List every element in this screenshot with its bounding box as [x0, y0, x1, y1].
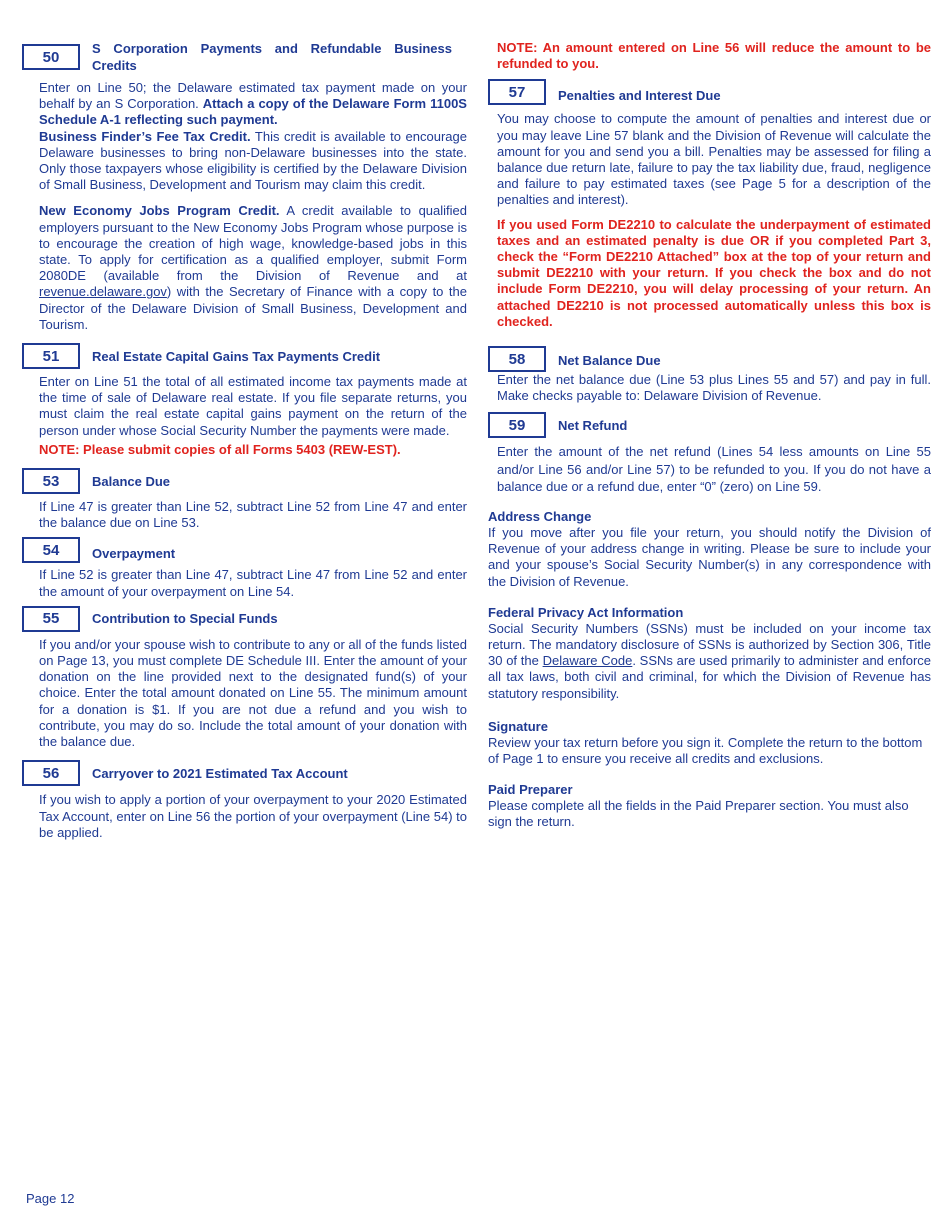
line-number-box: 50: [22, 44, 80, 70]
section-title: Net Balance Due: [558, 353, 661, 369]
text: This credit is available to encourage Delaware businesses to bring non-Delaware businesses into the state. Only those taxpayers whose eligibility is certified by the Delaware Division of Small Business, Development and Tourism may claim this credit.: [39, 128, 467, 193]
warning-text: If you used Form DE2210 to calculate the underpayment of estimated taxes and an estimated penalty is due OR if you completed Part 3, check the “Form DE2210 Attached” box at the top of your return and submit DE2210 with your return. If you check the box and do not include Form DE2210, you will delay processing of your return. An attached DE2210 is not processed automatically unless this box is checked.: [497, 216, 931, 329]
text: . SSNs are used primarily to administer and enforce all tax laws, both civil and criminal, for which the Division of Revenue has statutory responsibility.: [488, 653, 932, 701]
section-title: Carryover to 2021 Estimated Tax Account: [92, 765, 348, 781]
line-number-box: 57: [488, 79, 546, 105]
paragraph: You may choose to compute the amount of penalties and interest due or you may leave Line 57 blank and the Division of Revenue will calculate the amount for you and send you a bill. Penalties may be assessed for filing a balance due return late, failure to pay the tax liability due, fraud, negligence and failure to pay estimated taxes (see Page 5 for a description of the penalties and interest).: [497, 111, 931, 208]
page-number: Page 12: [26, 1191, 75, 1206]
line-59-section: [488, 412, 931, 496]
section-title: Paid Preparer: [488, 782, 573, 798]
line-54-section: [22, 537, 467, 599]
revenue-link[interactable]: revenue.delaware.gov: [39, 284, 167, 300]
text: ) with the Secretary of Finance with a copy to the Director of the Delaware Division of Small Business, Development and Tourism.: [39, 284, 467, 332]
paragraph: [22, 80, 467, 129]
paragraph: If Line 52 is greater than Line 47, subtract Line 47 from Line 52 and enter the amount of your overpayment on Line 54.: [39, 567, 467, 599]
section-title: Real Estate Capital Gains Tax Payments Credit: [92, 348, 381, 364]
privacy-section: [488, 604, 931, 702]
bold-text: New Economy Jobs Program Credit.: [39, 203, 280, 219]
paragraph: Review your tax return before you sign it. Complete the return to the bottom of Page 1 to ensure you receive all credits and exclusions.: [488, 734, 923, 766]
left-column: [22, 40, 467, 841]
paragraph: [22, 129, 467, 194]
line-56-section: [22, 760, 467, 841]
line-51-section: [22, 343, 467, 458]
bold-text: Business Finder’s Fee Tax Credit.: [39, 128, 251, 144]
paragraph: If you and/or your spouse wish to contribute to any or all of the funds listed on Page 13, you must complete DE Schedule III. Enter the amount of your donation on the line provided next to the designated fund(s) of your choice. Enter the total amount donated on Line 55. The minimum amount for a donation is $1. If you are not due a refund and you wish to contribute, you may do so. Include the total amount of your donation with the balance due.: [39, 636, 467, 750]
section-title: Address Change: [488, 508, 592, 524]
section-title: Balance Due: [92, 473, 171, 489]
bold-text: Attach a copy of the Delaware Form 1100S Schedule A-1 reflecting such payment.: [39, 96, 467, 128]
line-53-section: [22, 468, 467, 531]
paragraph: Enter the net balance due (Line 53 plus Lines 55 and 57) and pay in full. Make checks payable to: Delaware Division of Revenue.: [497, 372, 931, 404]
paragraph: Please complete all the fields in the Paid Preparer section. You must also sign the return.: [488, 798, 909, 830]
right-column: [488, 40, 931, 831]
paragraph: [488, 621, 931, 702]
paragraph: [22, 203, 467, 333]
line-number-box: 55: [22, 606, 80, 632]
section-title: Penalties and Interest Due: [558, 88, 721, 104]
paragraph: Enter on Line 51 the total of all estimated income tax payments made at the time of sale of Delaware real estate. If you file separate returns, you must claim the real estate capital gains payment on the return of the person under whose Social Security Number the payments were made.: [39, 374, 467, 438]
section-title: S Corporation Payments and Refundable Business Credits: [92, 41, 452, 73]
section-title: Federal Privacy Act Information: [488, 604, 684, 620]
section-title: Overpayment: [92, 546, 176, 562]
text: Social Security Numbers (SSNs) must be included on your income tax return. The mandatory disclosure of SSNs is authorized by Section 306, Title 30 of the: [488, 620, 931, 669]
paragraph: Enter the amount of the net refund (Lines 54 less amounts on Line 55 and/or Line 56 and/or Line 57) to be refunded to you. If you do not have a balance due or a refund due, enter “0” (zero) on Line 59.: [497, 444, 931, 495]
text: Enter on Line 50; the Delaware estimated tax payment made on your behalf by an S Corporation.: [39, 80, 467, 112]
note-text: NOTE: Please submit copies of all Forms 5403 (REW-EST).: [39, 441, 401, 457]
line-number-box: 58: [488, 346, 546, 372]
section-title: Net Refund: [558, 417, 628, 433]
signature-section: [488, 718, 931, 767]
line-number-box: 59: [488, 412, 546, 438]
paragraph: If you wish to apply a portion of your overpayment to your 2020 Estimated Tax Account, enter on Line 56 the portion of your overpayment (Line 54) to be applied.: [39, 792, 467, 840]
line-57-section: [488, 79, 931, 330]
line-50-section: [22, 40, 467, 333]
line-number-box: 53: [22, 468, 80, 494]
line-58-section: [488, 346, 931, 404]
line-number-box: 51: [22, 343, 80, 369]
section-title: Contribution to Special Funds: [92, 611, 278, 627]
delaware-code-link[interactable]: Delaware Code: [542, 653, 633, 669]
paid-preparer-section: [488, 781, 931, 830]
note-line-56: NOTE: An amount entered on Line 56 will reduce the amount to be refunded to you.: [497, 40, 931, 72]
text: A credit available to qualified employers pursuant to the New Economy Jobs Program whose purpose is to encourage the creation of high wage, knowledge-based jobs in this state. To apply for certification as a qualified employer, submit Form 2080DE (available from the Division of Revenue and at: [39, 203, 467, 284]
paragraph: If Line 47 is greater than Line 52, subtract Line 52 from Line 47 and enter the balance due on Line 53.: [39, 499, 467, 531]
paragraph: If you move after you file your return, you should notify the Division of Revenue of your address change in writing. Please be sure to include your and your spouse’s Social Security Number(s) in any correspondence with the Division of Revenue.: [488, 524, 931, 589]
line-55-section: [22, 606, 467, 750]
line-number-box: 56: [22, 760, 80, 786]
address-change-section: [488, 508, 931, 590]
section-title: Signature: [488, 718, 548, 734]
line-number-box: 54: [22, 537, 80, 563]
